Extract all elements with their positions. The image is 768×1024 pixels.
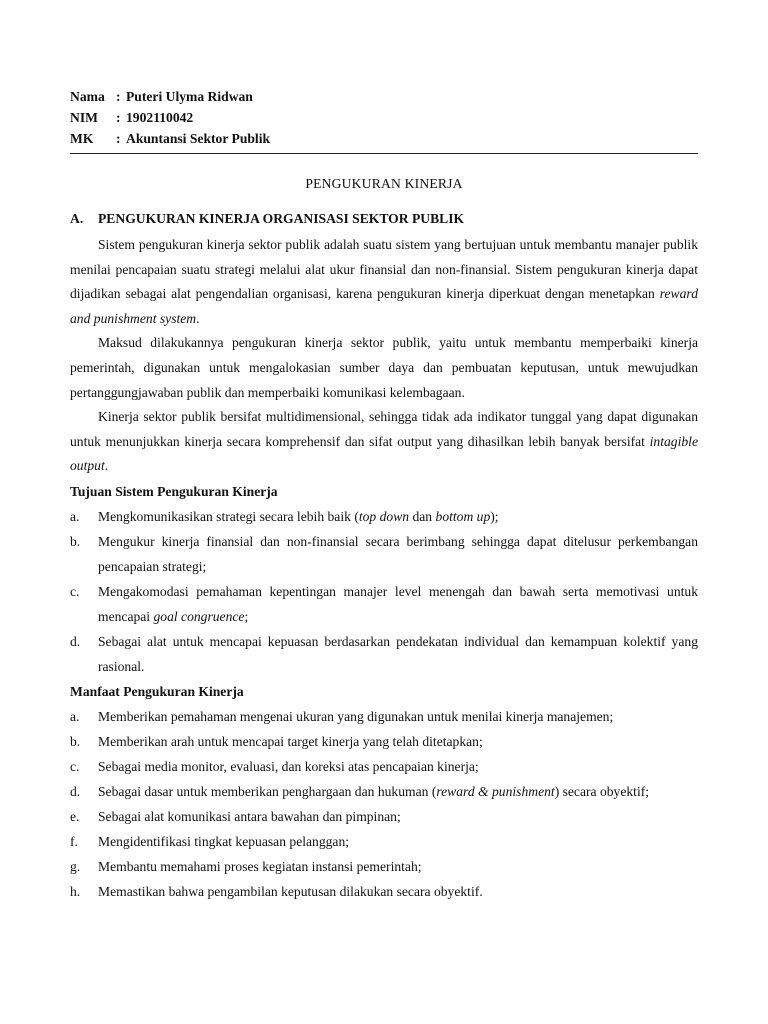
- list-text-part: Sebagai media monitor, evaluasi, dan koreksi atas pencapaian kinerja;: [98, 758, 479, 774]
- list-text: [98, 854, 698, 879]
- list-text-part: ;: [244, 608, 249, 624]
- list-text-part: );: [490, 508, 499, 524]
- list-text-part: Memberikan pemahaman mengenai ukuran yang digunakan untuk menilai kinerja manajemen;: [98, 708, 614, 724]
- list-text-part: Mengidentifikasi tingkat kepuasan pelanggan;: [98, 833, 350, 849]
- list-item: [70, 804, 698, 829]
- list-text-part: Mengukur kinerja finansial dan non-finansial secara berimbang sehingga dapat ditelusur perkembangan pencapaian strategi;: [98, 533, 698, 574]
- list-item: [70, 754, 698, 779]
- student-header: [70, 86, 698, 149]
- header-value: Puteri Ulyma Ridwan: [126, 89, 253, 104]
- list-italic: top down: [358, 508, 410, 524]
- list-text-part: Sebagai alat komunikasi antara bawahan dan pimpinan;: [98, 808, 401, 824]
- paragraph-italic: intagible output: [70, 433, 698, 474]
- list-text: [98, 729, 698, 754]
- list-text-part: Sebagai dasar untuk memberikan penghargaan dan hukuman (: [98, 783, 437, 799]
- list-marker: e.: [70, 808, 80, 824]
- list-marker: b.: [70, 733, 81, 749]
- list-italic: goal congruence: [153, 608, 245, 624]
- header-value: 1902110042: [126, 110, 194, 125]
- list-item: [70, 879, 698, 904]
- header-row-nim: [70, 107, 698, 128]
- paragraph-2: [70, 331, 698, 405]
- list-text: [98, 504, 698, 529]
- list-text: [98, 579, 698, 629]
- list-marker: d.: [70, 633, 81, 649]
- header-label: NIM: [70, 110, 98, 125]
- list-text: [98, 829, 698, 854]
- manfaat-heading: Manfaat Pengukuran Kinerja: [70, 683, 244, 699]
- list-marker: g.: [70, 858, 81, 874]
- list-italic: reward & punishment: [436, 783, 555, 799]
- list-marker: c.: [70, 583, 80, 599]
- list-item: [70, 829, 698, 854]
- tujuan-heading: Tujuan Sistem Pengukuran Kinerja: [70, 483, 278, 499]
- list-text-part: dan: [409, 508, 436, 524]
- header-divider: [70, 153, 698, 154]
- list-text-part: Mengkomunikasikan strategi secara lebih baik (: [98, 508, 359, 524]
- section-title: PENGUKURAN KINERJA ORGANISASI SEKTOR PUBLIK: [98, 211, 465, 226]
- list-marker: a.: [70, 708, 80, 724]
- paragraph-text: Kinerja sektor publik bersifat multidimensional, sehingga tidak ada indikator tunggal yang dapat digunakan untuk menunjukkan kinerja secara komprehensif dan sifat output yang dihasilkan lebih banyak bersifat: [70, 409, 698, 449]
- list-text: [98, 629, 698, 679]
- list-item: [70, 629, 698, 679]
- list-italic: bottom up: [435, 508, 491, 524]
- list-marker: c.: [70, 758, 80, 774]
- header-value: Akuntansi Sektor Publik: [126, 131, 271, 146]
- paragraph-text: .: [196, 310, 200, 326]
- list-text-part: ) secara obyektif;: [554, 783, 650, 799]
- paragraph-3: [70, 405, 698, 479]
- list-marker: a.: [70, 508, 80, 524]
- list-text: [98, 779, 698, 804]
- paragraph-text: .: [104, 458, 109, 474]
- list-text: [98, 704, 698, 729]
- header-row-mk: [70, 128, 698, 149]
- section-a-heading: [70, 209, 698, 229]
- paragraph-1: [70, 233, 698, 331]
- list-text: [98, 754, 698, 779]
- manfaat-list: [70, 704, 698, 904]
- list-marker: d.: [70, 783, 81, 799]
- document-title: PENGUKURAN KINERJA: [305, 176, 463, 191]
- header-label: MK: [70, 131, 94, 146]
- header-row-nama: [70, 86, 698, 107]
- list-marker: f.: [70, 833, 78, 849]
- list-item: [70, 579, 698, 629]
- header-colon: :: [116, 89, 121, 104]
- list-item: [70, 729, 698, 754]
- list-item: [70, 504, 698, 529]
- header-colon: :: [116, 110, 121, 125]
- list-text-part: Memastikan bahwa pengambilan keputusan dilakukan secara obyektif.: [98, 883, 483, 899]
- list-text-part: Membantu memahami proses kegiatan instansi pemerintah;: [98, 858, 422, 874]
- list-text-part: Sebagai alat untuk mencapai kepuasan berdasarkan pendekatan individual dan kemampuan kolektif yang rasional.: [98, 633, 698, 674]
- list-text: [98, 529, 698, 579]
- list-text-part: Mengakomodasi pemahaman kepentingan manajer level menengah dan bawah serta memotivasi untuk mencapai: [98, 583, 698, 624]
- list-text-part: Memberikan arah untuk mencapai target kinerja yang telah ditetapkan;: [98, 733, 483, 749]
- paragraph-text: Maksud dilakukannya pengukuran kinerja sektor publik, yaitu untuk membantu memperbaiki kinerja pemerintah, digunakan untuk mengalokasian sumber daya dan pembuatan keputusan, untuk mewujudkan pertanggungjawaban publik dan memperbaiki komunikasi kelembagaan.: [70, 335, 698, 400]
- section-number: A.: [70, 211, 84, 226]
- list-item: [70, 779, 698, 804]
- header-colon: :: [116, 131, 121, 146]
- document-page: [70, 86, 698, 904]
- paragraph-text: Sistem pengukuran kinerja sektor publik adalah suatu sistem yang bertujuan untuk membantu manajer publik menilai pencapaian suatu strategi melalui alat ukur finansial dan non-finansial. Sistem pengukuran kinerja dapat dijadikan sebagai alat pengendalian organisasi, karena pengukuran kinerja diperkuat dengan menetapkan: [70, 237, 698, 302]
- list-text: [98, 804, 698, 829]
- list-marker: b.: [70, 533, 81, 549]
- list-text: [98, 879, 698, 904]
- list-item: [70, 529, 698, 579]
- header-label: Nama: [70, 89, 105, 104]
- tujuan-list: [70, 504, 698, 679]
- list-item: [70, 854, 698, 879]
- list-marker: h.: [70, 883, 81, 899]
- paragraph-italic: reward and punishment system: [70, 286, 698, 326]
- list-item: [70, 704, 698, 729]
